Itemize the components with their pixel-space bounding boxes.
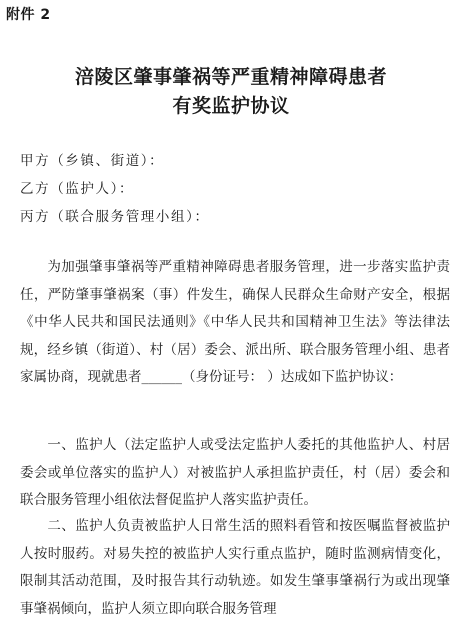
annex-label: 附件 2 [6,7,51,23]
paragraph-clause-2: 二、监护人负责被监护人日常生活的照料看管和按医嘱监督被监护人按时服药。对易失控的被监护人实行重点监护，随时监测病情变化，限制其活动范围，及时报告其行动轨迹。如发生肇事肇祸行为或出现肇事肇祸倾向，监护人须立即向联合服务管理 [20,518,450,617]
paragraph-intro: 为加强肇事肇祸等严重精神障碍患者服务管理，进一步落实监护责任，严防肇事肇祸案（事）件发生，确保人民群众生命财产安全，根据《中华人民共和国民法通则》《中华人民共和国精神卫生法》等法律法规，经乡镇（街道）、村（居）委会、派出所、联合服务管理小组、患者家属协商，现就患者______（身份证号： ）达成如下监护协议： [20,259,450,386]
party-b-line: 乙方（监护人）： [20,181,135,197]
document-title-line-2: 有奖监护协议 [172,95,290,117]
paragraph-clause-1: 一、监护人（法定监护人或受法定监护人委托的其他监护人、村居委会或单位落实的监护人）对被监护人承担监护责任，村（居）委会和联合服务管理小组依法督促监护人落实监护责任。 [20,437,450,509]
party-a-line: 甲方（乡镇、街道）： [20,153,165,169]
document-title-line-1: 涪陵区肇事肇祸等严重精神障碍患者 [74,66,387,88]
party-c-line: 丙方（联合服务管理小组）： [20,209,210,225]
